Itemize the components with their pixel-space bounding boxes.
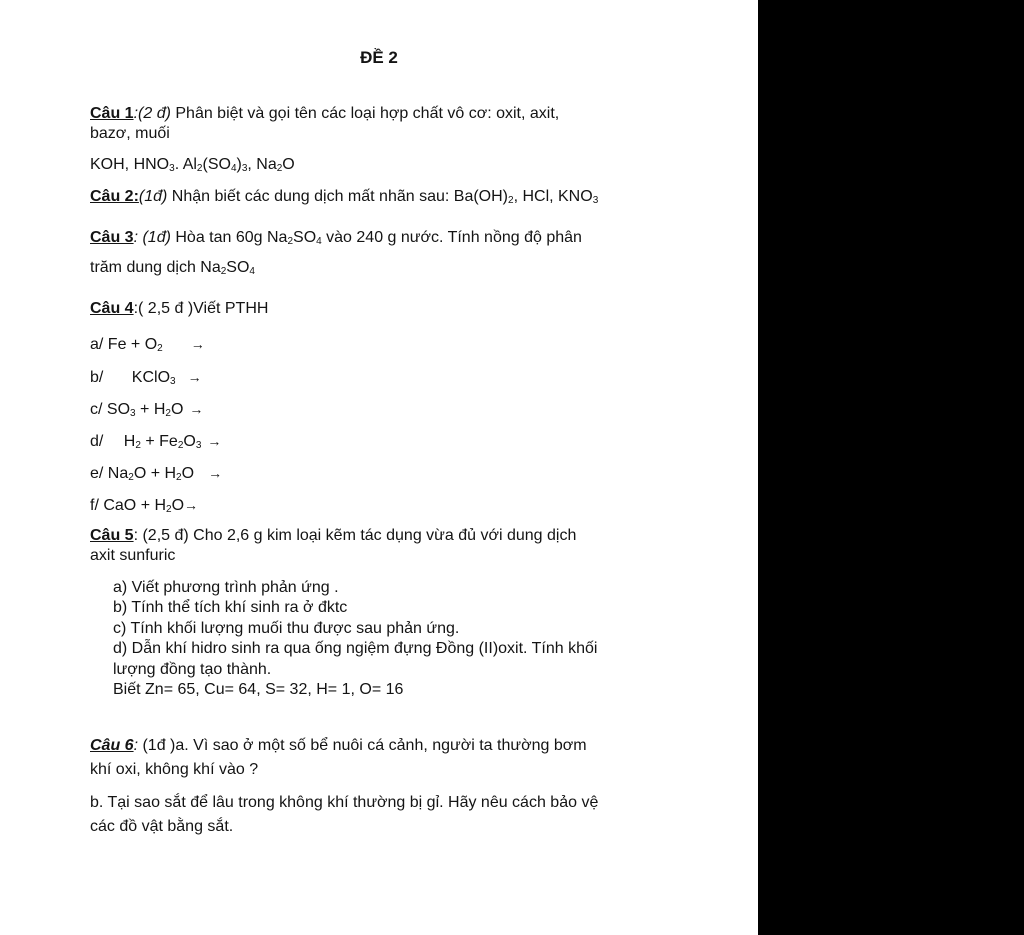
q5-item-d: d) Dẫn khí hidro sinh ra qua ống ngiệm đựng Đồng (II)oxit. Tính khối <box>113 640 598 657</box>
q5-label: Câu 5 <box>90 527 134 544</box>
q1-line-1 <box>90 104 559 124</box>
q4-eq-f: f/ CaO + $H_2O\to$ <box>90 497 199 515</box>
q3-points: : (1đ) <box>133 229 171 246</box>
q6-line-3: b. Tại sao sắt để lâu trong không khí thường bị gỉ. Hãy nêu cách bảo vệ <box>90 794 599 811</box>
q3-line-1: Câu 3: (1đ) Hòa tan 60g $Na_2SO_4$ vào 240 g nước. Tính nồng độ phân <box>90 229 582 247</box>
q1-line-2: bazơ, muối <box>90 125 170 142</box>
arrow-icon: → <box>190 336 205 352</box>
q6-label: Câu 6 <box>90 737 134 754</box>
q2-label: Câu 2: <box>90 188 139 205</box>
q4-eq-b: b/ KClO$_3$ → <box>90 369 202 387</box>
q2-points: (1đ) <box>138 188 168 205</box>
q5-item-a: a) Viết phương trình phản ứng . <box>113 579 339 596</box>
q4-line: Câu 4:( 2,5 đ )Viết PTHH <box>90 300 269 317</box>
q5-line-1: Câu 5: (2,5 đ) Cho 2,6 g kim loại kẽm tác dụng vừa đủ với dung dịch <box>90 527 577 544</box>
arrow-icon: → <box>207 433 222 449</box>
arrow-icon: → <box>189 401 204 417</box>
q1-points: :(2 đ) <box>133 105 171 122</box>
q6-line-4: các đồ vật bằng sắt. <box>90 818 234 835</box>
arrow-icon: → <box>208 465 223 481</box>
q4-eq-a: a/ $Fe + O_2$ → <box>90 336 205 354</box>
q1-formulas: KOH, $HNO_3$. $Al_2(SO_4)_3$, $Na_2O$ <box>90 156 295 174</box>
q4-label: Câu 4 <box>90 300 134 317</box>
arrow-icon: → <box>187 369 202 385</box>
exam-title: ĐỀ 2 <box>360 48 398 67</box>
q5-item-d-cont: lượng đồng tạo thành. <box>113 661 272 678</box>
q6-line-1: Câu 6: (1đ )a. Vì sao ở một số bể nuôi cá cảnh, người ta thường bơm <box>90 737 587 754</box>
q6-line-2: khí oxi, không khí vào ? <box>90 761 259 778</box>
q5-item-b: b) Tính thể tích khí sinh ra ở đktc <box>113 599 348 616</box>
q1-label: Câu 1 <box>90 105 134 122</box>
arrow-icon: → <box>184 497 199 513</box>
q4-eq-e: e/ $Na_2O + H_2O$ → <box>90 465 223 483</box>
q5-line-2: axit sunfuric <box>90 547 176 564</box>
q5-atomic-masses: Biết Zn= 65, Cu= 64, S= 32, H= 1, O= 16 <box>113 681 404 698</box>
q3-line-2: trăm dung dịch $Na_2SO_4$ <box>90 259 255 277</box>
q4-eq-d: d/ $H_2 + Fe_2O_3$ → <box>90 433 222 451</box>
black-side-panel <box>758 0 1024 935</box>
q2-line: Câu 2:(1đ) Nhận biết các dung dịch mất nhãn sau: $Ba(OH)_2$, HCl, $KNO_3$ <box>90 188 599 206</box>
q5-item-c: c) Tính khối lượng muối thu được sau phản ứng. <box>113 620 460 637</box>
q1-text: Phân biệt và gọi tên các loại hợp chất vô cơ: oxit, axit, <box>170 105 560 122</box>
q4-eq-c: c/ $SO_3 + H_2O$ → <box>90 401 204 419</box>
q3-label: Câu 3 <box>90 229 134 246</box>
